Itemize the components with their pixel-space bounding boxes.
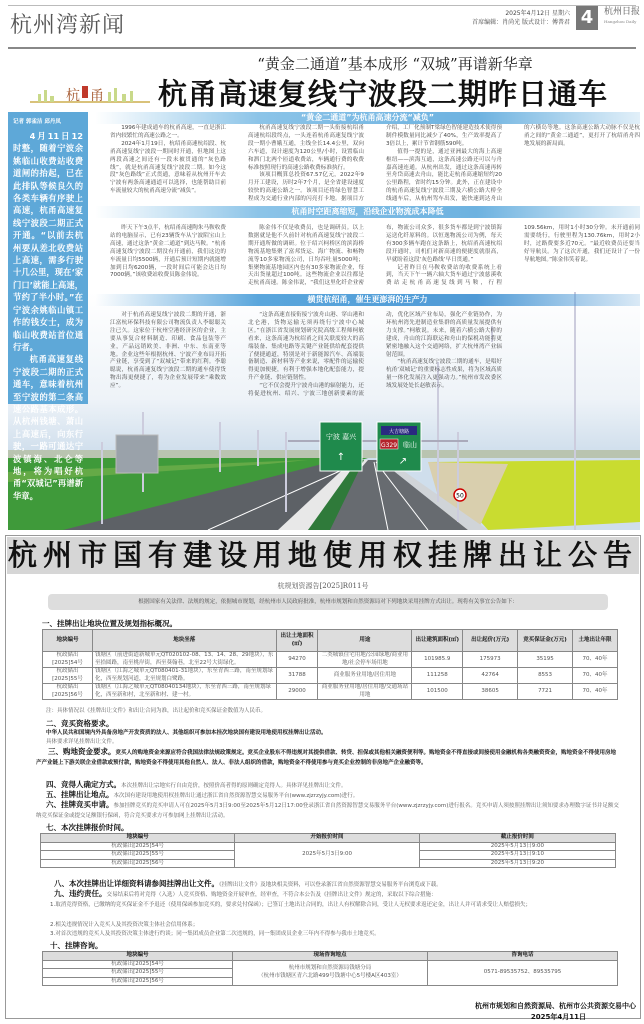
table-note: 注：具体情况以《挂牌出让文件》和出让合同为准，出让起价和竞买保证金数值为人民币。 bbox=[46, 708, 267, 714]
land-use: 商业服务业用地/居住用地 bbox=[318, 668, 412, 684]
document-number: 杭规划资源告[2025]R011号 bbox=[277, 582, 369, 590]
liability-item: 2.相关违规情况计入竞买人及其投资决策主体社会信用体系； bbox=[50, 922, 199, 928]
col-header: 用途 bbox=[318, 630, 412, 652]
editors: 首席编辑：肖尚光 版式设计：傅普君 bbox=[472, 19, 570, 26]
parcel-id: 杭政储出[2025]54号 bbox=[43, 960, 233, 969]
deposit: 7721 bbox=[518, 684, 573, 700]
col-header: 地块编号 bbox=[43, 630, 93, 652]
heading-3: 三、购地资金要求。 bbox=[48, 747, 116, 756]
liability-item: 3.对首次违规的竞买人及其投资决策主体进行约谈；同一集团成员企业第二次违规的，同一集团成员企业三年内不得参与我市土地竞买。 bbox=[50, 931, 380, 937]
start-time: 2025年5月3日9:00 bbox=[235, 842, 419, 868]
sign-road-name: 大吉塘路 bbox=[388, 429, 410, 435]
heading-7: 七、本次挂牌报价时间。 bbox=[46, 823, 129, 832]
paragraph: 昨天下午3点半，杭绍甬高速陶朱马鞍收费站的电脑显示，已有23辆货车从宁波陌宝山上高速，通过这条“黄金二通道”到达马鞍。“杭甬高速复线宁波段二期没有开通前，我们这边的车流量日均5500辆，开通后预计短期内就能增加到日均6200辆，一段时间后可能会达日均7000辆。”该收费站收费员陈金伟说。 bbox=[110, 225, 226, 279]
hangyong-skyline-logo bbox=[30, 80, 150, 104]
liability-item: 1.取消竞得资格，已缴纳的竞买保证金不予退还（使用保函参加竞买的，要求兑付保函）；已签订土地出让合同的，出让人有权解除合同，受让人无权要求返还定金，出让人并可请求受让人赔偿损失； bbox=[50, 902, 532, 908]
logo-text: 杭州日报 bbox=[604, 7, 641, 17]
paragraph: 陈金伟不仅是收费员，也是调研员。以上数据就是他不久前针对杭甬高速复线宁波段二期开通所做的调研。位于绍兴柯桥区的滨海桥物流基地集聚了富邦货运、海广物流、和畅物流等10多家物流公司，日均吞吐量5000吨；集聚物流基地园区内也有30多家物流企业，每天出货量超过100吨。这些物流企业以往都是走杭甬高速。陈金伟说，“我们这里化纤企业密布，物流公司众多，很多货车都是到宁波镇海运送化纤原料的。以恒逸物流公司为例，每天有300多辆车跑在这条路上，杭绍甬高速杭绍段开通时，司机们对新高速的便捷度就很高，早就盼着这段‘灰色路线’早日贯通。” bbox=[248, 225, 502, 287]
lead-paragraph: 杭甬高速复线宁波段二期的正式通车，意味着杭州至宁波的第二条高速公路基本成形。从杭州钱塘、萧山上高速后，向东行驶，一路可通达宁波镇海、北仑等地，将为唱好杭甬“双城记”再谱新华章。 bbox=[13, 354, 83, 501]
heading-9: 九、违约责任。 bbox=[54, 889, 107, 898]
consultation-table bbox=[42, 951, 618, 986]
qualification-detail: 具体要求详见挂牌出让文件。 bbox=[46, 739, 118, 745]
deposit: 8553 bbox=[518, 668, 573, 684]
col-header: 地块编号 bbox=[41, 834, 235, 843]
building-area: 111258 bbox=[412, 668, 463, 684]
col-header: 咨询电话 bbox=[428, 952, 618, 961]
winner-text: 本次挂牌出让宗地实行自由竞价，按照价高者得的原则确定竞得人。具体详见挂牌出让文件。 bbox=[121, 783, 347, 789]
paragraph: “它不仅会提升宁波舟山港的辐射能力，还将促进杭州、绍兴、宁波三地创新要素的流动，优化区域产业布局，强化产业链协作，为环杭州湾先进制造业集群的高质量发展提供有力支撑。”柯敏说。未来，随着六横公路大桥的建成，舟山的江海联运和舟山的保税功能将更紧密地融入这个交通网络，扩大杭州湾产业辐射范围。 bbox=[248, 312, 502, 398]
newspaper-logo bbox=[604, 8, 640, 26]
heading-5: 五、挂牌出让地点。 bbox=[46, 790, 114, 799]
arrow-up-icon: ↑ bbox=[336, 452, 346, 463]
table-row bbox=[41, 842, 616, 851]
col-header: 出让起价(万元) bbox=[463, 630, 518, 652]
table-row bbox=[43, 684, 618, 700]
paragraph: “杭甬高速复线宁波段二期的通车，是唱好杭甬‘双城记’的重要标志性成果，将为区域高质量一体化发展注入更强动力。”杭州市发改委区域发展处处长赵敏表示。 bbox=[386, 359, 502, 390]
svg-text:杭: 杭 bbox=[66, 88, 80, 104]
parcel-id: 杭政储出[2025]56号 bbox=[43, 684, 93, 700]
lease-term: 70、40年 bbox=[573, 684, 618, 700]
end-time: 2025年5月13日9:20 bbox=[419, 859, 615, 868]
documents-text: 《挂牌出让文件》及地块相关资料，可以登录浙江省自然资源智慧交易服务平台浏览或下载。 bbox=[219, 882, 442, 888]
dateline bbox=[470, 9, 570, 27]
col-header: 开始报价时间 bbox=[235, 834, 419, 843]
parcel-location: 钱塘区（江海之城单元QT080401-31地块），东至青西三路，南至规划绿化，西至规划河道，北至规划白鹭路。 bbox=[92, 668, 276, 684]
parcel-id: 杭政储出[2025]54号 bbox=[41, 842, 235, 851]
bidding-time-table bbox=[40, 833, 616, 868]
table-row bbox=[43, 960, 618, 969]
starting-price: 42764 bbox=[463, 668, 518, 684]
end-time: 2025年5月13日9:00 bbox=[419, 842, 615, 851]
col-header: 现场咨询地点 bbox=[233, 952, 428, 961]
col-header: 出让土地面积(㎡) bbox=[276, 630, 318, 652]
table-header-row bbox=[43, 630, 618, 652]
sign-ningbo-jiaxing: 宁波 嘉兴 bbox=[325, 433, 357, 441]
col-header: 土地出让年限 bbox=[573, 630, 618, 652]
announcement-title: 杭州市国有建设用地使用权挂牌出让公告 bbox=[7, 538, 638, 572]
parcel-id: 杭政储出[2025]55号 bbox=[41, 851, 235, 860]
signature-block bbox=[426, 1001, 636, 1023]
section-3 bbox=[36, 747, 621, 768]
page-number: 4 bbox=[576, 6, 598, 30]
land-area: 31788 bbox=[276, 668, 318, 684]
section-title-2: 杭甬时空距离缩短，沿线企业物流成本降低 bbox=[95, 206, 640, 218]
paragraph: 值得一提的是，通过亚洲最大的海上高速枢纽——滨海互通，这条高速公路还可以与舟嘉高速连通。从杭州出发，通过这条高速再转至舟岱高速去舟山，能比走杭甬高速缩短约20公里路程，省时约15分钟。此外，正在建设中的杭甬高速复线宁波段三期及六横公路大桥全线通车后，从杭州驾车出发，能快速到达舟山的六横岛等地。这条高速公路大动脉不仅是杭甬之间的“黄金二通道”，更打开了杭绍甬舟四地发展的新局面。 bbox=[386, 125, 640, 203]
heading-6: 六、挂牌竞买申请。 bbox=[46, 800, 114, 809]
table-header-row bbox=[43, 952, 618, 961]
application-text: 参加挂牌竞买的竞买申请人可在2025年5月3日9:00至2025年5月12日17:00登录浙江省自然资源智慧交易服务平台(www.zjzrzyjy.com)进行报名。竞买申请人须按照挂牌出让须知要求办理数字证书并足额交纳竞买保证金或提交足额银行保函，符合竞买要求方可参加网上挂牌出让活动。 bbox=[36, 803, 619, 819]
section-9 bbox=[54, 889, 437, 900]
headline-kicker: “黄金二通道”基本成形 “双城”再谱新华章 bbox=[257, 55, 533, 73]
liability-text: 交易结束后将对竞得（入选）人竞买资格、购地资金开展审查，经审查，不符合本公告及《挂牌出让文件》规定的，采取以下综合措施： bbox=[106, 892, 437, 898]
issue-date: 2025年4月11日 bbox=[530, 1013, 586, 1021]
section-title-1: “黄金二通道”为杭甬高速分流“减负” bbox=[95, 112, 640, 124]
parcel-id: 杭政储出[2025]55号 bbox=[43, 969, 233, 978]
col-header: 竞买保证金(万元) bbox=[518, 630, 573, 652]
land-use: 二类城镇住宅用地/公园绿地/商业用地/社会停车场用地 bbox=[318, 652, 412, 668]
end-time: 2025年5月13日9:10 bbox=[419, 851, 615, 860]
byline: 记者 郭雀洁 邱丹凤 bbox=[13, 119, 61, 125]
article-section-2 bbox=[110, 225, 640, 291]
paragraph: 杭甬高速复线宁波段二期一头衔接杭绍甬高速杭绍段终点，一头连着杭甬高速复线宁波段一期小曹娥互通，主线全长14.4公里，双向六车道，设计速度为120公里/小时，设置临山和泗门北两个匝道收费站，车辆通行费的收费标准按照现行的高速公路收费标准执行。 bbox=[248, 125, 364, 171]
table-row bbox=[43, 668, 618, 684]
consult-address: （杭州市钱塘区青六北路499号钱塘中心5号楼A区403室） bbox=[258, 972, 402, 979]
sign-linshan: 临山 bbox=[403, 441, 417, 449]
arrow-up-right-icon: ↗ bbox=[398, 456, 408, 467]
announcement-intro: 根据国家有关法律、法规的规定，依据城市规划，经杭州市人民政府批准，杭州市规划和自然资源局对下列地块采用挂牌方式出让。现将有关事宜公告如下： bbox=[48, 594, 608, 610]
parcel-id: 杭政储出[2025]56号 bbox=[41, 859, 235, 868]
building-area: 101985.9 bbox=[412, 652, 463, 668]
location-text: 本次国有建设用地使用权挂牌出让通过浙江省自然资源智慧交易服务平台(www.zjzrzyjy.com)进行。 bbox=[113, 793, 359, 799]
starting-price: 175973 bbox=[463, 652, 518, 668]
section-6 bbox=[36, 800, 621, 821]
table-header-row bbox=[41, 834, 616, 843]
qualification-text: 中华人民共和国境内外具备房地产开发资质的法人、其他组织可参加本挂次地块国有建设用地使用权挂牌出让活动。 bbox=[46, 730, 327, 736]
heading-10: 十、挂牌咨询。 bbox=[50, 941, 103, 950]
parcel-location: 钱塘区（江海之城单元QT08040134地块），东至青西三路，南至规划绿化，西至新和村，北至新和村、建一村。 bbox=[92, 684, 276, 700]
paragraph: 2024年1月19日，杭绍甬高速杭绍段、杭甬高速复线宁波段一期同时开通，但地图上这两段高速之间还有一段未被贯通的“灰色路线”，就是杭甬高速复线宁波段二期。如今这段“灰色路线”正式贯通，意味着从杭州开车去宁波有两条高速通道可以选择，也能帮助目前车流量较大的杭甬高速分流“减负”。 bbox=[110, 140, 226, 195]
heading-2: 二、竞买资格要求。 bbox=[46, 719, 114, 728]
lease-term: 70、40年 bbox=[573, 652, 618, 668]
issue-date: 2025年4月12日 星期六 bbox=[505, 10, 570, 17]
heading-4: 四、竞得人确定方式。 bbox=[46, 780, 121, 789]
consult-office: 杭州市规划和自然资源局钱塘分局 bbox=[288, 965, 372, 972]
parcel-id: 杭政储出[2025]55号 bbox=[43, 668, 93, 684]
building-area: 101500 bbox=[412, 684, 463, 700]
heading-1: 一、挂牌出让地块位置及规划指标概况。 bbox=[42, 619, 177, 628]
parcel-table bbox=[42, 629, 618, 700]
svg-text:甬: 甬 bbox=[90, 88, 104, 104]
col-header: 地块坐落 bbox=[92, 630, 276, 652]
land-area: 94270 bbox=[276, 652, 318, 668]
logo-en: Hangzhou Daily bbox=[604, 19, 637, 24]
col-header: 出让建筑面积(㎡) bbox=[412, 630, 463, 652]
header-rule bbox=[8, 47, 636, 49]
lease-term: 70、40年 bbox=[573, 668, 618, 684]
paragraph: 记者昨日在马鞍收费站的收费系统上看到，当天下午一辆六轴大货车通过宁波慈溪收费站走杭甬高速复线到马鞍，行程109.56km，用时1小时30分钟。未开通前同需要绕行，行驶里程为130.76km，用时2小时，过路费要多近70元。“最近收费员还要当好导航员。为了这次开通，我们还设计了一份导航地图。”陈金伟笑着说。 bbox=[386, 225, 640, 287]
land-area: 29000 bbox=[276, 684, 318, 700]
lead-paragraph: 4月11日12时整，随着宁波余姚临山收费站收费道闸的抬起，已在此排队等候良久的各类车辆有序驶上高速，杭甬高速复线宁波段二期正式开通。“以前去杭州要从差北收费站上高速，需多行驶十几公里，现在‘家门口’就能上高速，节约了半小时。”在宁波余姚临山镇工作的钱女士，成为临山收费站首位通行者。 bbox=[13, 131, 83, 352]
funding-text: 竞买人的购地资金来源应符合我国法律法规政策规定。竞买企业股东不得违规对其提供借款、转贷、担保或其他相关融资便利等。购地资金不得直接或间接使用金融机构各类融资资金，购地资金不得使用房地产产业链上下游关联企业借款或预付款，购地资金不得使用其他自然人、法人、非法人组织的借款，购地资金不得使用参与竞买企业控制的非房地产企业融资等。 bbox=[36, 750, 617, 766]
section-name: 杭州湾新闻 bbox=[10, 13, 126, 38]
table-row bbox=[43, 652, 618, 668]
starting-price: 38605 bbox=[463, 684, 518, 700]
issuer: 杭州市规划和自然资源局、杭州市公共资源交易中心 bbox=[475, 1002, 636, 1010]
deposit: 35195 bbox=[518, 652, 573, 668]
col-header: 地块编号 bbox=[43, 952, 233, 961]
heading-8: 八、本次挂牌出让详细资料请参阅挂牌出让文件。 bbox=[54, 879, 219, 888]
top-rule bbox=[8, 5, 636, 6]
article-section-1 bbox=[110, 125, 640, 205]
parcel-id: 杭政储出[2025]54号 bbox=[43, 652, 93, 668]
consult-location bbox=[233, 960, 428, 986]
sign-route-number: G329 bbox=[380, 442, 398, 449]
article-section-3 bbox=[110, 312, 502, 402]
paragraph: “这条高速直接衔接宁波舟山港、穿山港和北仑港，货物运输无须再绕行宁波中心城区。”在浙江省发展规划研究院高级工程师柯敏看来，这条高速为杭绍甬之间关联度较大的高端装备、集成电路等关键产业链供给配套提供了便捷通道，特别是对于新能源汽车、高端装备制造、新材料等产业来说，零配件的运输使得更加便捷，有利于增强本地化配套能力，提升产业链、供应链韧性。 bbox=[248, 312, 364, 382]
land-use: 商业服务业用地/居住用地/交通场站用地 bbox=[318, 684, 412, 700]
paragraph: 对于杭甬高速复线宁波段二期的开通，浙江富杭环保科技有限公司物流负责人李聪聪关注已久。这家位于杭州空港经济区的企业，主要从事复合材料制造、印刷、食品包装等产业，产品远销欧美、非洲、中东、东南亚等地。企业这些年根据杭州、宁波产业布局开拓产业链，享受到了“双城记”带来的红利。李聪聪说，杭甬高速复线宁波段二期的通车使得货物出海更便捷了，将为企业发展带来“乘数效应”。 bbox=[110, 312, 226, 390]
speed-limit-sign: 50 bbox=[456, 492, 464, 500]
section-title-3: 横贯杭绍甬，催生更澎湃的生产力 bbox=[95, 294, 640, 306]
lead-sidebar bbox=[8, 112, 88, 501]
parcel-id: 杭政储出[2025]56号 bbox=[43, 977, 233, 986]
main-headline: 杭甬高速复线宁波段二期昨日通车 bbox=[158, 77, 609, 111]
col-header: 截止报价时间 bbox=[419, 834, 615, 843]
paragraph: 1996年建成通车的杭甬高速，一直是浙江省内较繁忙的高速公路之一。 bbox=[110, 125, 226, 139]
land-auction-announcement bbox=[5, 535, 641, 1019]
paragraph: 该项目概算总投资67.57亿元，2022年9月开工建设，历时2年7个月，是全省建设速度较快的高速公路之一。该项目还将绿色智慧工程成为交通行业内部的闪亮打卡地。据项目方介绍，工厂化预制T梁绿色智能建造技术使得预制件模数量同比减少了40%，生产效率提高了3倍以上，累计节省钢筋590吨。 bbox=[248, 125, 502, 203]
parcel-location: 钱塘区（前进街道新城单元QT020102-08、13、14、28、29地块），东至拾圆路，南至桃岸街，西至葵翰巷，北至22号大街绿化。 bbox=[92, 652, 276, 668]
consult-phone: 0571-89535752、89535795 bbox=[428, 960, 618, 986]
